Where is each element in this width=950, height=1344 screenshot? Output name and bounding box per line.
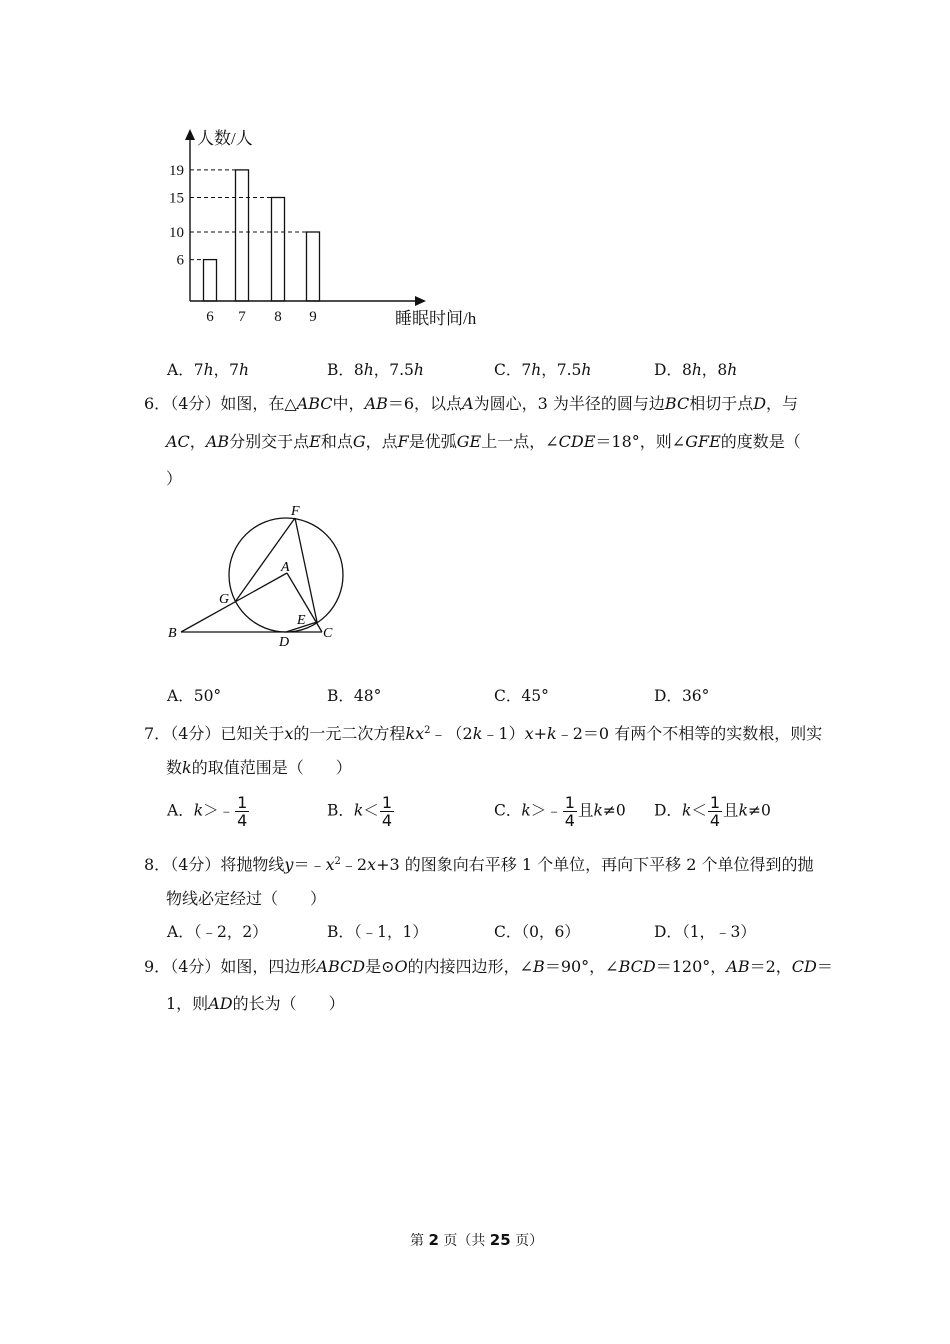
bar	[272, 198, 285, 302]
math-var: G	[352, 432, 366, 451]
label-a: A	[281, 560, 290, 575]
math-var: x	[367, 855, 377, 874]
text: ＝90°，∠	[544, 957, 619, 976]
math-var: AC	[166, 432, 190, 451]
option-unit: h	[691, 361, 702, 379]
question-number: 7．	[144, 724, 171, 743]
text: 1，则	[166, 994, 209, 1013]
math-var: x	[325, 855, 335, 874]
math-var: y	[284, 855, 294, 874]
text: 的取值范围是（ ）	[191, 758, 352, 777]
text: 的度数是（	[720, 432, 801, 451]
x-tick-label: 8	[274, 309, 282, 325]
q9-line-1	[144, 957, 833, 977]
math-var: k	[547, 724, 557, 743]
option-unit: h	[581, 361, 592, 379]
option-unit: h	[238, 361, 249, 379]
option-unit: h	[531, 361, 542, 379]
q6-line-3: ）	[166, 469, 183, 488]
math-var: AB	[726, 957, 750, 976]
q8-option-d[interactable]	[654, 922, 756, 942]
q8-line-1	[144, 852, 813, 875]
text: 的内接四边形，∠	[407, 957, 534, 976]
q7-option-b[interactable]	[327, 794, 395, 829]
q9-line-2	[166, 994, 345, 1014]
option-letter: A．	[167, 801, 194, 820]
text: +	[533, 724, 548, 743]
q5-option-a[interactable]	[167, 360, 249, 380]
fraction-one-quarter	[235, 794, 249, 829]
y-tick-label: 6	[176, 252, 184, 269]
option-letter: B．	[327, 801, 354, 820]
text: 页）	[510, 1233, 544, 1249]
q7-option-c[interactable]	[494, 794, 626, 829]
math-var: O	[394, 957, 408, 976]
q6-option-c[interactable]	[494, 686, 549, 706]
option-unit: h	[363, 361, 374, 379]
q6-option-d[interactable]	[654, 686, 709, 706]
option-letter: A．	[167, 923, 194, 941]
option-letter: D．	[654, 361, 682, 379]
text: 页（共	[438, 1233, 490, 1249]
option-value: 7.5	[389, 361, 414, 379]
text: +3 的图象向右平移 1 个单位，再向下平移 2 个单位得到的抛	[376, 855, 814, 874]
option-value: 8	[681, 361, 692, 379]
numerator: 1	[564, 793, 575, 812]
bar	[204, 260, 217, 301]
y-axis-label: 人数/人	[197, 129, 253, 148]
option-letter: A．	[167, 687, 194, 705]
text: 且	[577, 801, 594, 820]
fraction-one-quarter	[380, 794, 394, 829]
text: 数	[166, 758, 183, 777]
math-var: D	[753, 394, 767, 413]
text: ≠0	[747, 801, 771, 820]
math-var: k	[521, 801, 531, 820]
math-var: k	[472, 724, 483, 743]
text: 已知关于	[220, 724, 285, 743]
option-letter: C．	[494, 361, 522, 379]
option-text: （﹣1，1）	[353, 923, 428, 941]
q8-option-a[interactable]	[167, 922, 268, 942]
math-var: F	[397, 432, 409, 451]
label-d: D	[279, 635, 290, 650]
option-value: 7	[193, 361, 204, 379]
text: 和点	[320, 432, 353, 451]
x-tick-label: 7	[238, 309, 246, 325]
question-score: （4分）	[170, 394, 221, 413]
option-text: 48°	[353, 687, 382, 705]
q8-option-b[interactable]	[327, 922, 428, 942]
option-value: 7	[229, 361, 239, 379]
option-unit: h	[413, 361, 424, 379]
math-var: BC	[664, 394, 690, 413]
y-axis-arrow	[185, 129, 195, 140]
q5-option-c[interactable]	[494, 360, 591, 380]
relation: ＞﹣	[203, 801, 235, 820]
denominator: 4	[381, 811, 392, 830]
question-score: （4分）	[170, 724, 221, 743]
fraction-one-quarter	[708, 794, 722, 829]
circle-a	[229, 518, 343, 632]
q8-option-c[interactable]	[494, 922, 580, 942]
q6-option-b[interactable]	[327, 686, 381, 706]
math-var: k	[193, 801, 204, 820]
label-f: F	[291, 504, 300, 519]
math-var: ABCD	[316, 957, 366, 976]
text: 相切于点	[689, 394, 754, 413]
option-text: （0，6）	[521, 923, 580, 941]
option-separator: ，	[213, 361, 230, 379]
exponent: 2	[334, 856, 341, 867]
option-letter: D．	[654, 687, 682, 705]
text: ，与	[766, 394, 799, 413]
option-unit: h	[727, 361, 738, 379]
option-letter: B．	[327, 923, 354, 941]
text: 是优弧	[408, 432, 457, 451]
option-letter: D．	[654, 801, 682, 820]
option-text: 50°	[193, 687, 222, 705]
x-tick-label: 6	[206, 309, 214, 325]
option-text: 36°	[681, 687, 710, 705]
segment-fe	[295, 518, 317, 622]
text: 的一元二次方程	[293, 724, 406, 743]
text: 上一点，∠	[481, 432, 559, 451]
question-score: （4分）	[170, 855, 221, 874]
label-c: C	[323, 626, 333, 641]
text: ≠0	[602, 801, 626, 820]
text: ﹣2＝0 有两个不相等的实数根，则实	[556, 724, 823, 743]
page-number: 2	[428, 1231, 439, 1249]
option-value: 7.5	[556, 361, 582, 379]
math-var: GE	[456, 432, 482, 451]
q8-line-2: 物线必定经过（ ）	[166, 889, 327, 908]
sleep-time-bar-chart	[0, 0, 950, 345]
x-tick-label: 9	[309, 309, 317, 325]
text: ，点	[365, 432, 398, 451]
numerator: 1	[381, 793, 392, 812]
option-letter: A．	[167, 361, 194, 379]
text: ＝6，以点	[387, 394, 463, 413]
text: ＝120°，	[655, 957, 727, 976]
math-var: CDE	[558, 432, 596, 451]
denominator: 4	[237, 811, 248, 830]
option-separator: ，	[373, 361, 390, 379]
segment-ba	[181, 573, 287, 632]
option-letter: B．	[327, 361, 354, 379]
y-tick-label: 10	[169, 225, 184, 241]
math-var: k	[738, 801, 748, 820]
q5-option-d[interactable]	[654, 360, 737, 380]
denominator: 4	[709, 811, 721, 830]
math-var: x	[524, 724, 534, 743]
text: 为圆心，3 为半径的圆与边	[473, 394, 665, 413]
math-var: A	[462, 394, 474, 413]
math-var: AB	[364, 394, 388, 413]
math-var: ABC	[296, 394, 333, 413]
text: ＝2，	[749, 957, 792, 976]
page-total: 25	[489, 1231, 511, 1249]
bar	[236, 170, 249, 301]
q7-option-a[interactable]	[167, 794, 250, 829]
question-number: 8．	[144, 855, 171, 874]
text: ﹣2	[340, 855, 368, 874]
math-var: k	[353, 801, 364, 820]
text: 的长为（ ）	[232, 994, 345, 1013]
text: 如图，在△	[220, 394, 297, 413]
denominator: 4	[564, 811, 575, 830]
option-text: （1，﹣3）	[681, 923, 756, 941]
fraction-one-quarter	[563, 794, 577, 829]
math-var: CD	[791, 957, 817, 976]
text: 分别交于点	[229, 432, 310, 451]
text: ＝﹣	[293, 855, 326, 874]
text: ＝	[816, 957, 833, 976]
q6-line-1	[144, 394, 798, 414]
option-text: （﹣2，2）	[193, 923, 268, 941]
q7-line-2	[166, 758, 352, 778]
text: 是⊙	[365, 957, 395, 976]
text: ﹣1）	[482, 724, 525, 743]
option-value: 8	[717, 361, 728, 379]
math-var: B	[533, 957, 545, 976]
label-b: B	[168, 626, 177, 641]
option-letter: C．	[494, 687, 522, 705]
q7-option-d[interactable]	[654, 794, 771, 829]
option-letter: C．	[494, 801, 522, 820]
text: 将抛物线	[220, 855, 285, 874]
math-var: x	[284, 724, 294, 743]
text: 如图，四边形	[220, 957, 317, 976]
text: 中，	[332, 394, 365, 413]
numerator: 1	[709, 793, 721, 812]
option-letter: D．	[654, 923, 682, 941]
math-var: k	[593, 801, 603, 820]
q7-line-1	[144, 721, 822, 744]
option-letter: C．	[494, 923, 522, 941]
option-value: 8	[353, 361, 364, 379]
relation: ＜	[691, 801, 707, 820]
label-g: G	[219, 592, 230, 607]
text: 且	[723, 801, 739, 820]
math-var: E	[309, 432, 321, 451]
bar	[307, 232, 320, 301]
option-separator: ，	[701, 361, 718, 379]
y-tick-label: 15	[169, 190, 184, 207]
math-var: GFE	[685, 432, 721, 451]
math-var: k	[681, 801, 692, 820]
option-text: 45°	[521, 687, 549, 705]
text: ＝18°，则∠	[595, 432, 686, 451]
question-score: （4分）	[170, 957, 221, 976]
exponent: 2	[424, 725, 431, 736]
text: 第	[410, 1233, 429, 1249]
option-value: 7	[521, 361, 532, 379]
math-var: AB	[205, 432, 230, 451]
x-axis-arrow	[415, 296, 426, 306]
option-letter: B．	[327, 687, 354, 705]
question-number: 6．	[144, 394, 171, 413]
text: ﹣（2	[430, 724, 473, 743]
math-var: BCD	[618, 957, 656, 976]
x-axis-label: 睡眠时间/h	[395, 309, 477, 328]
question-number: 9．	[144, 957, 171, 976]
page-footer	[410, 1230, 543, 1250]
relation: ＜	[363, 801, 379, 820]
q6-line-2	[166, 432, 801, 452]
numerator: 1	[237, 793, 248, 812]
q6-option-a[interactable]	[167, 686, 221, 706]
label-e: E	[297, 613, 306, 628]
math-var: AD	[208, 994, 233, 1013]
relation: ＞﹣	[530, 801, 562, 820]
math-var: k	[182, 758, 192, 777]
y-tick-label: 19	[169, 162, 184, 179]
q5-option-b[interactable]	[327, 360, 424, 380]
math-var: kx	[405, 724, 425, 743]
text: ，	[189, 432, 206, 451]
option-unit: h	[203, 361, 214, 379]
circle-tangent-figure	[160, 496, 360, 656]
option-separator: ，	[541, 361, 557, 379]
